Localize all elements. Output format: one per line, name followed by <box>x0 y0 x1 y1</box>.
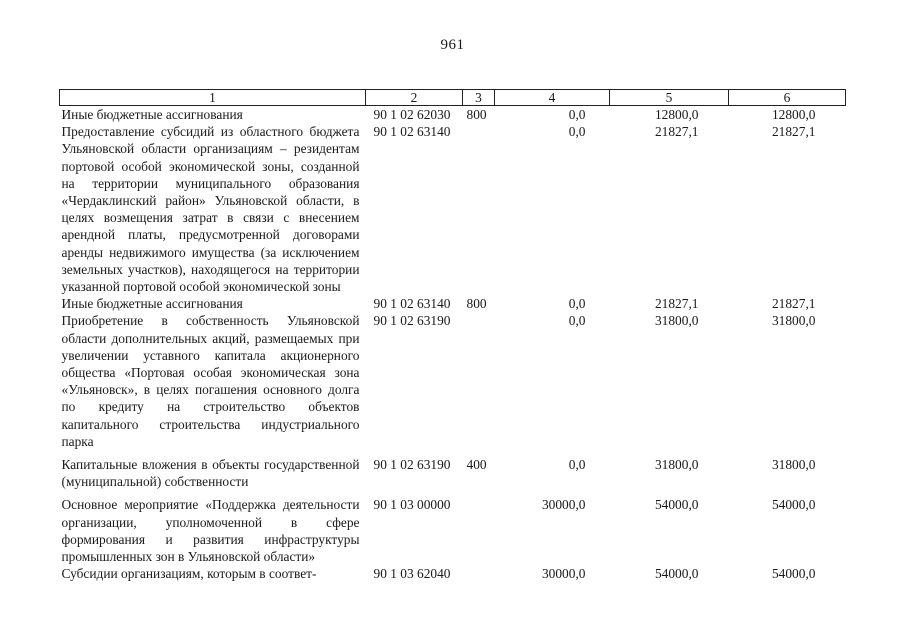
row-value-6: 54000,0 <box>771 497 816 513</box>
page-number: 961 <box>440 37 465 53</box>
row-value-5: 54000,0 <box>654 566 699 582</box>
row-value-6: 31800,0 <box>771 313 816 329</box>
header-col-4: 4 <box>495 90 610 106</box>
row-value-5: 54000,0 <box>654 497 699 513</box>
row-value-6: 31800,0 <box>771 457 816 473</box>
row-value-5: 21827,1 <box>654 124 699 140</box>
row-code: 90 1 02 63190 <box>373 457 451 473</box>
row-vr <box>463 312 495 450</box>
row-vr <box>463 490 495 565</box>
table-body <box>60 106 846 583</box>
row-code: 90 1 03 00000 <box>373 497 451 513</box>
row-value-5: 21827,1 <box>654 296 699 312</box>
row-code: 90 1 02 63190 <box>373 313 451 329</box>
row-value-6: 21827,1 <box>771 296 816 312</box>
row-value-4: 0,0 <box>568 296 586 312</box>
header-col-3: 3 <box>463 90 495 106</box>
header-col-6: 6 <box>729 90 846 106</box>
table-row <box>60 123 846 295</box>
row-value-4: 0,0 <box>568 124 586 140</box>
row-vr <box>463 123 495 295</box>
header-row <box>60 90 846 106</box>
row-vr: 400 <box>466 457 487 473</box>
row-name: Иные бюджетные ассигнования <box>61 107 243 122</box>
row-vr: 800 <box>466 107 487 122</box>
table-row <box>60 312 846 450</box>
header-col-1: 1 <box>60 90 366 106</box>
row-code: 90 1 02 63140 <box>373 124 451 140</box>
budget-table <box>59 89 846 582</box>
row-value-5: 12800,0 <box>654 107 699 122</box>
row-code: 90 1 02 62030 <box>373 107 451 122</box>
row-name: Капитальные вложения в объекты государственной (муниципальной) собственности <box>61 457 360 490</box>
table-header <box>60 90 846 106</box>
row-value-4: 30000,0 <box>541 497 586 513</box>
row-vr <box>463 565 495 582</box>
row-name: Предоставление субсидий из областного бюджета Ульяновской области организациям – резидентам портовой особой экономической зоны, созданной на территории муниципального образования «Чердаклинский район» Ульяновской области, в целях возмещения затрат в связи с внесением арендной платы, предусмотренной договорами аренды недвижимого имущества (за исключением земельных участков), находящегося на территории указанной портовой особой экономической зоны <box>61 124 360 295</box>
row-name: Приобретение в собственность Ульяновской области дополнительных акций, размещаемых при увеличении уставного капитала акционерного общества «Портовая особая экономическая зона «Ульяновск», в целях погашения основного долга по кредиту на строительство объектов капитального строительства индустриального парка <box>61 313 360 449</box>
row-value-6: 54000,0 <box>771 566 816 582</box>
row-code: 90 1 02 63140 <box>373 296 451 312</box>
row-name: Основное мероприятие «Поддержка деятельности организации, уполномоченной в сфере формирования и развития инфраструктуры промышленных зон в Ульяновской области» <box>61 497 360 565</box>
table-row <box>60 295 846 312</box>
row-name: Иные бюджетные ассигнования <box>61 296 243 312</box>
row-name: Субсидии организациям, которым в соответ- <box>61 566 317 582</box>
row-value-4: 0,0 <box>568 107 586 122</box>
row-value-6: 12800,0 <box>771 107 816 122</box>
row-value-6: 21827,1 <box>771 124 816 140</box>
table-row <box>60 450 846 490</box>
row-value-4: 0,0 <box>568 457 586 473</box>
table-row <box>60 565 846 582</box>
table-row <box>60 106 846 124</box>
row-vr: 800 <box>466 296 487 312</box>
row-value-4: 0,0 <box>568 313 586 329</box>
row-value-5: 31800,0 <box>654 313 699 329</box>
header-col-5: 5 <box>610 90 729 106</box>
row-value-5: 31800,0 <box>654 457 699 473</box>
row-value-4: 30000,0 <box>541 566 586 582</box>
table-row <box>60 490 846 565</box>
header-col-2: 2 <box>366 90 463 106</box>
row-code: 90 1 03 62040 <box>373 566 451 582</box>
